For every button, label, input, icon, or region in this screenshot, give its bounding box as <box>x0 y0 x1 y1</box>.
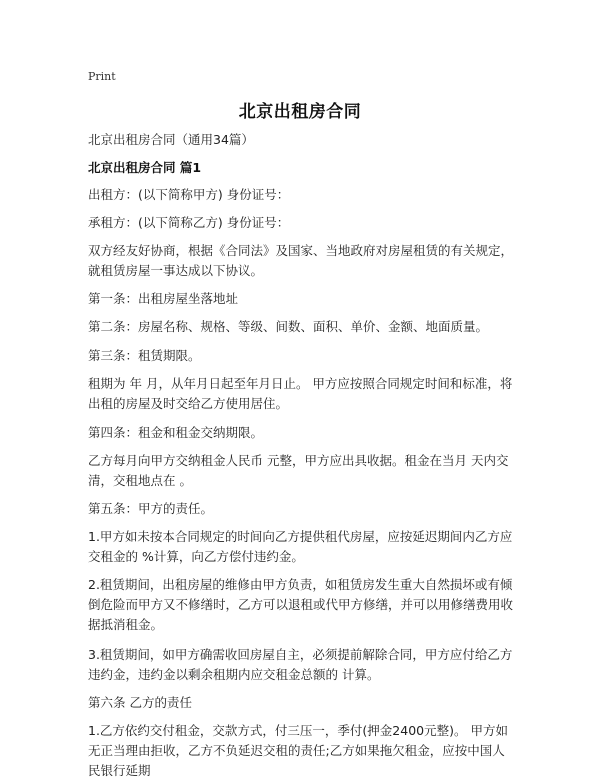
clause-4: 第四条：租金和租金交纳期限。 <box>88 425 264 440</box>
clause-2: 第二条：房屋名称、规格、等级、间数、面积、单价、金额、地面质量。 <box>88 319 489 334</box>
paragraph-lease-term: 租期为 年 月，从年月日起至年月日止。 甲方应按照合同规定时间和标准，将出租的房屋及时交给乙方使用居住。 <box>88 376 513 411</box>
paragraph-agreement: 双方经友好协商，根据《合同法》及国家、当地政府对房屋租赁的有关规定，就租赁房屋一事达成以下协议。 <box>88 243 514 278</box>
clause-1: 第一条：出租房屋坐落地址 <box>88 291 239 306</box>
paragraph-lessor-duty-2: 2.租赁期间，出租房屋的维修由甲方负责，如租赁房发生重大自然损坏或有倾倒危险而甲方又不修缮时，乙方可以退租或代甲方修缮，并可以用修缮费用收据抵消租金。 <box>88 577 514 632</box>
paragraph-lessee-duty-1: 1.乙方依约交付租金，交款方式，付三压一，季付(押金2400元整)。 甲方如无正当理由拒收，乙方不负延迟交租的责任;乙方如果拖欠租金，应按中国人民银行延期 <box>88 723 508 778</box>
document-title: 北京出租房合同 <box>238 102 362 122</box>
section-heading: 北京出租房合同 篇1 <box>88 160 202 175</box>
clause-3: 第三条：租赁期限。 <box>88 348 201 363</box>
document-subtitle: 北京出租房合同（通用34篇） <box>88 132 254 147</box>
paragraph-lessee: 承租方：(以下简称乙方) 身份证号： <box>88 215 290 230</box>
clause-5: 第五条：甲方的责任。 <box>88 501 214 516</box>
paragraph-lessor: 出租方：(以下简称甲方) 身份证号： <box>88 187 290 202</box>
print-link[interactable]: Print <box>88 70 116 83</box>
clause-6: 第六条 乙方的责任 <box>88 695 192 710</box>
paragraph-rent: 乙方每月向甲方交纳租金人民币 元整，甲方应出具收据。租金在当月 天内交清，交租地点在 。 <box>88 453 509 488</box>
paragraph-lessor-duty-1: 1.甲方如未按本合同规定的时间向乙方提供租代房屋，应按延迟期间内乙方应交租金的 %计算，向乙方偿付违约金。 <box>88 529 513 564</box>
paragraph-lessor-duty-3: 3.租赁期间，如甲方确需收回房屋自主，必须提前解除合同，甲方应付给乙方违约金，违约金以剩余租期内应交租金总额的 计算。 <box>88 647 513 682</box>
